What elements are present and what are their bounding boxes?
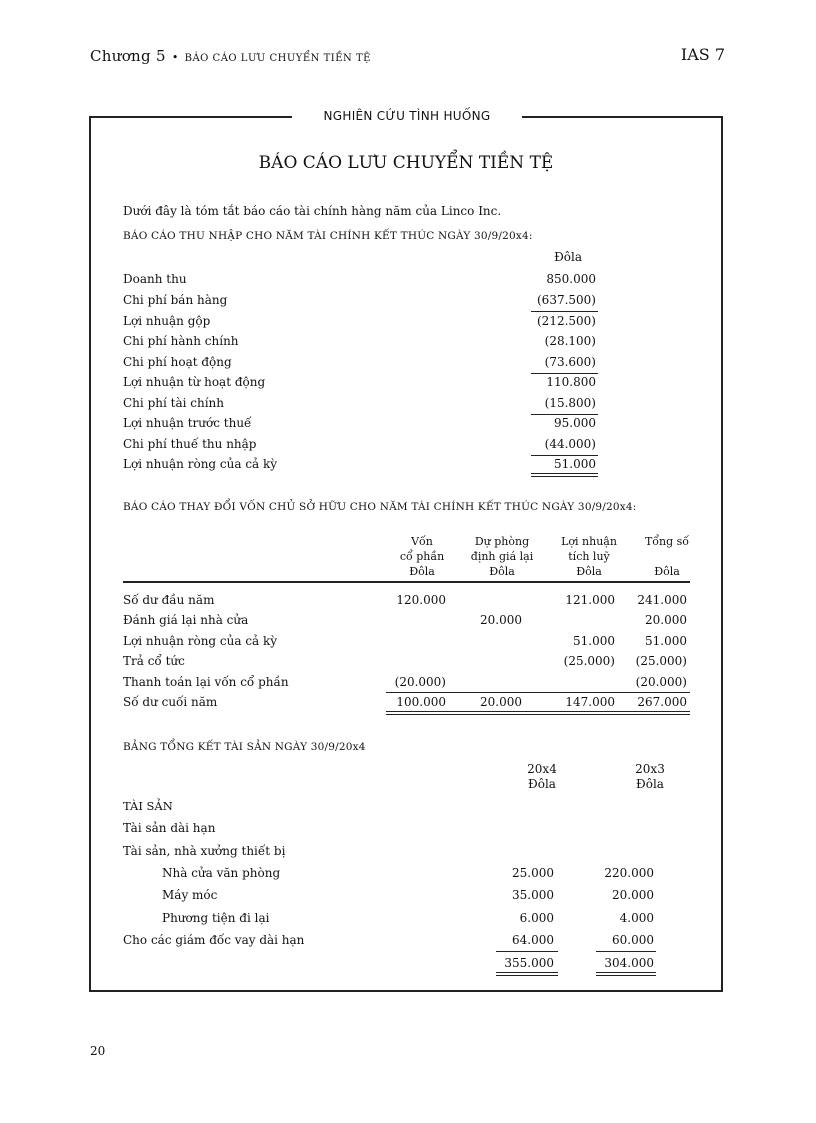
table-cell: 35.000 [512,888,554,902]
table-cell: 20.000 [612,888,654,902]
table-row-label: Doanh thu [123,272,187,286]
table-row-label: Trả cổ tức [123,654,185,668]
subtotal-rule [386,692,690,693]
intro-text: Dưới đây là tóm tắt báo cáo tài chính hàng năm của Linco Inc. [123,204,502,218]
table-total-cell: 304.000 [604,956,654,970]
table-cell: 100.000 [396,695,446,709]
column-header-20x3: 20x3 Đôla [635,762,665,791]
table-cell: 20.000 [645,613,687,627]
table-cell: 51.000 [645,634,687,648]
table-row-value: (73.600) [544,355,596,369]
table-cell: 60.000 [612,933,654,947]
table-cell: 147.000 [565,695,615,709]
table-cell: 220.000 [604,866,654,880]
table-total-cell: 355.000 [504,956,554,970]
table-cell: 267.000 [637,695,687,709]
table-row-value: (28.100) [544,334,596,348]
table-row-label: Máy móc [162,888,218,902]
table-cell: (25.000) [563,654,615,668]
table-cell: 64.000 [512,933,554,947]
table-row-label: Nhà cửa văn phòng [162,866,281,880]
subtotal-rule [531,311,598,312]
table-row-value: (15.800) [544,396,596,410]
table-cell: 4.000 [619,911,654,925]
subtotal-rule [531,414,598,415]
total-double-rule [531,473,598,477]
case-study-label: NGHIÊN CỨU TÌNH HUỐNG [292,105,522,127]
table-row-label: Lợi nhuận trước thuế [123,416,252,430]
total-double-rule [596,972,656,976]
table-row-value: 95.000 [554,416,596,430]
table-row-value: (637.500) [537,293,596,307]
column-header-total: Tổng số Đôla [644,535,690,578]
table-row-value: 51.000 [554,457,596,471]
total-double-rule [496,972,558,976]
table-row-value: 110.800 [546,375,596,389]
table-row-label: Chi phí hoạt động [123,355,232,369]
table-row-label: Chi phí hành chính [123,334,239,348]
table-row-label: Cho các giám đốc vay dài hạn [123,933,305,947]
equity-header-rule [123,581,690,583]
table-cell: 25.000 [512,866,554,880]
table-row-label: Chi phí tài chính [123,396,224,410]
table-cell: 121.000 [565,593,615,607]
subtotal-rule [531,373,598,374]
column-header-revaluation-reserve: Dự phòng định giá lại Đôla [470,535,534,578]
table-row-value: 850.000 [546,272,596,286]
case-study-title: BÁO CÁO LƯU CHUYỂN TIỀN TỆ [258,153,554,173]
income-currency-label: Đôla [554,250,582,264]
table-row-value: (212.500) [537,314,596,328]
table-cell: 6.000 [519,911,554,925]
standard-label: IAS 7 [680,45,725,64]
table-row-label: Số dư đầu năm [123,593,215,607]
equity-statement-heading: BÁO CÁO THAY ĐỔI VỐN CHỦ SỞ HỮU CHO NĂM TÀI CHÍNH KẾT THÚC NGÀY 30/9/20x4: [123,501,637,513]
subtotal-rule [496,951,558,952]
table-row-label: Lợi nhuận từ hoạt động [123,375,266,389]
total-double-rule [386,711,690,715]
bullet-separator: • [171,51,179,64]
page-number: 20 [90,1044,106,1058]
table-cell: 20.000 [480,695,522,709]
table-row-label: Phương tiện đi lại [162,911,270,925]
table-row-value: (44.000) [544,437,596,451]
chapter-number: Chương 5 [90,47,166,65]
income-statement-heading: BÁO CÁO THU NHẬP CHO NĂM TÀI CHÍNH KẾT THÚC NGÀY 30/9/20x4: [123,230,533,242]
table-cell: (20.000) [635,675,687,689]
table-cell: 120.000 [396,593,446,607]
section-label-assets: TÀI SẢN [123,799,173,813]
table-row-label: Lợi nhuận gộp [123,314,211,328]
table-row-label: Thanh toán lại vốn cổ phần [123,675,289,689]
table-cell: 241.000 [637,593,687,607]
chapter-title: BÁO CÁO LƯU CHUYỂN TIỀN TỆ [184,53,371,64]
running-header-chapter [90,47,371,65]
table-row-label: Tài sản dài hạn [123,821,216,835]
table-cell: (25.000) [635,654,687,668]
column-header-retained-earnings: Lợi nhuận tích luỹ Đôla [561,535,617,578]
column-header-share-capital: Vốn cổ phần Đôla [399,535,445,578]
table-row-label: Số dư cuối năm [123,695,218,709]
balance-sheet-heading: BẢNG TỔNG KẾT TÀI SẢN NGÀY 30/9/20x4 [123,741,366,753]
column-header-20x4: 20x4 Đôla [527,762,557,791]
table-row-label: Đánh giá lại nhà cửa [123,613,249,627]
subtotal-rule [531,455,598,456]
table-row-label: Lợi nhuận ròng của cả kỳ [123,634,278,648]
table-cell: 51.000 [573,634,615,648]
table-row-label: Chi phí thuế thu nhập [123,437,257,451]
subtotal-rule [596,951,656,952]
table-row-label: Tài sản, nhà xưởng thiết bị [123,844,286,858]
table-row-label: Lợi nhuận ròng của cả kỳ [123,457,278,471]
table-cell: (20.000) [394,675,446,689]
table-row-label: Chi phí bán hàng [123,293,228,307]
table-cell: 20.000 [480,613,522,627]
